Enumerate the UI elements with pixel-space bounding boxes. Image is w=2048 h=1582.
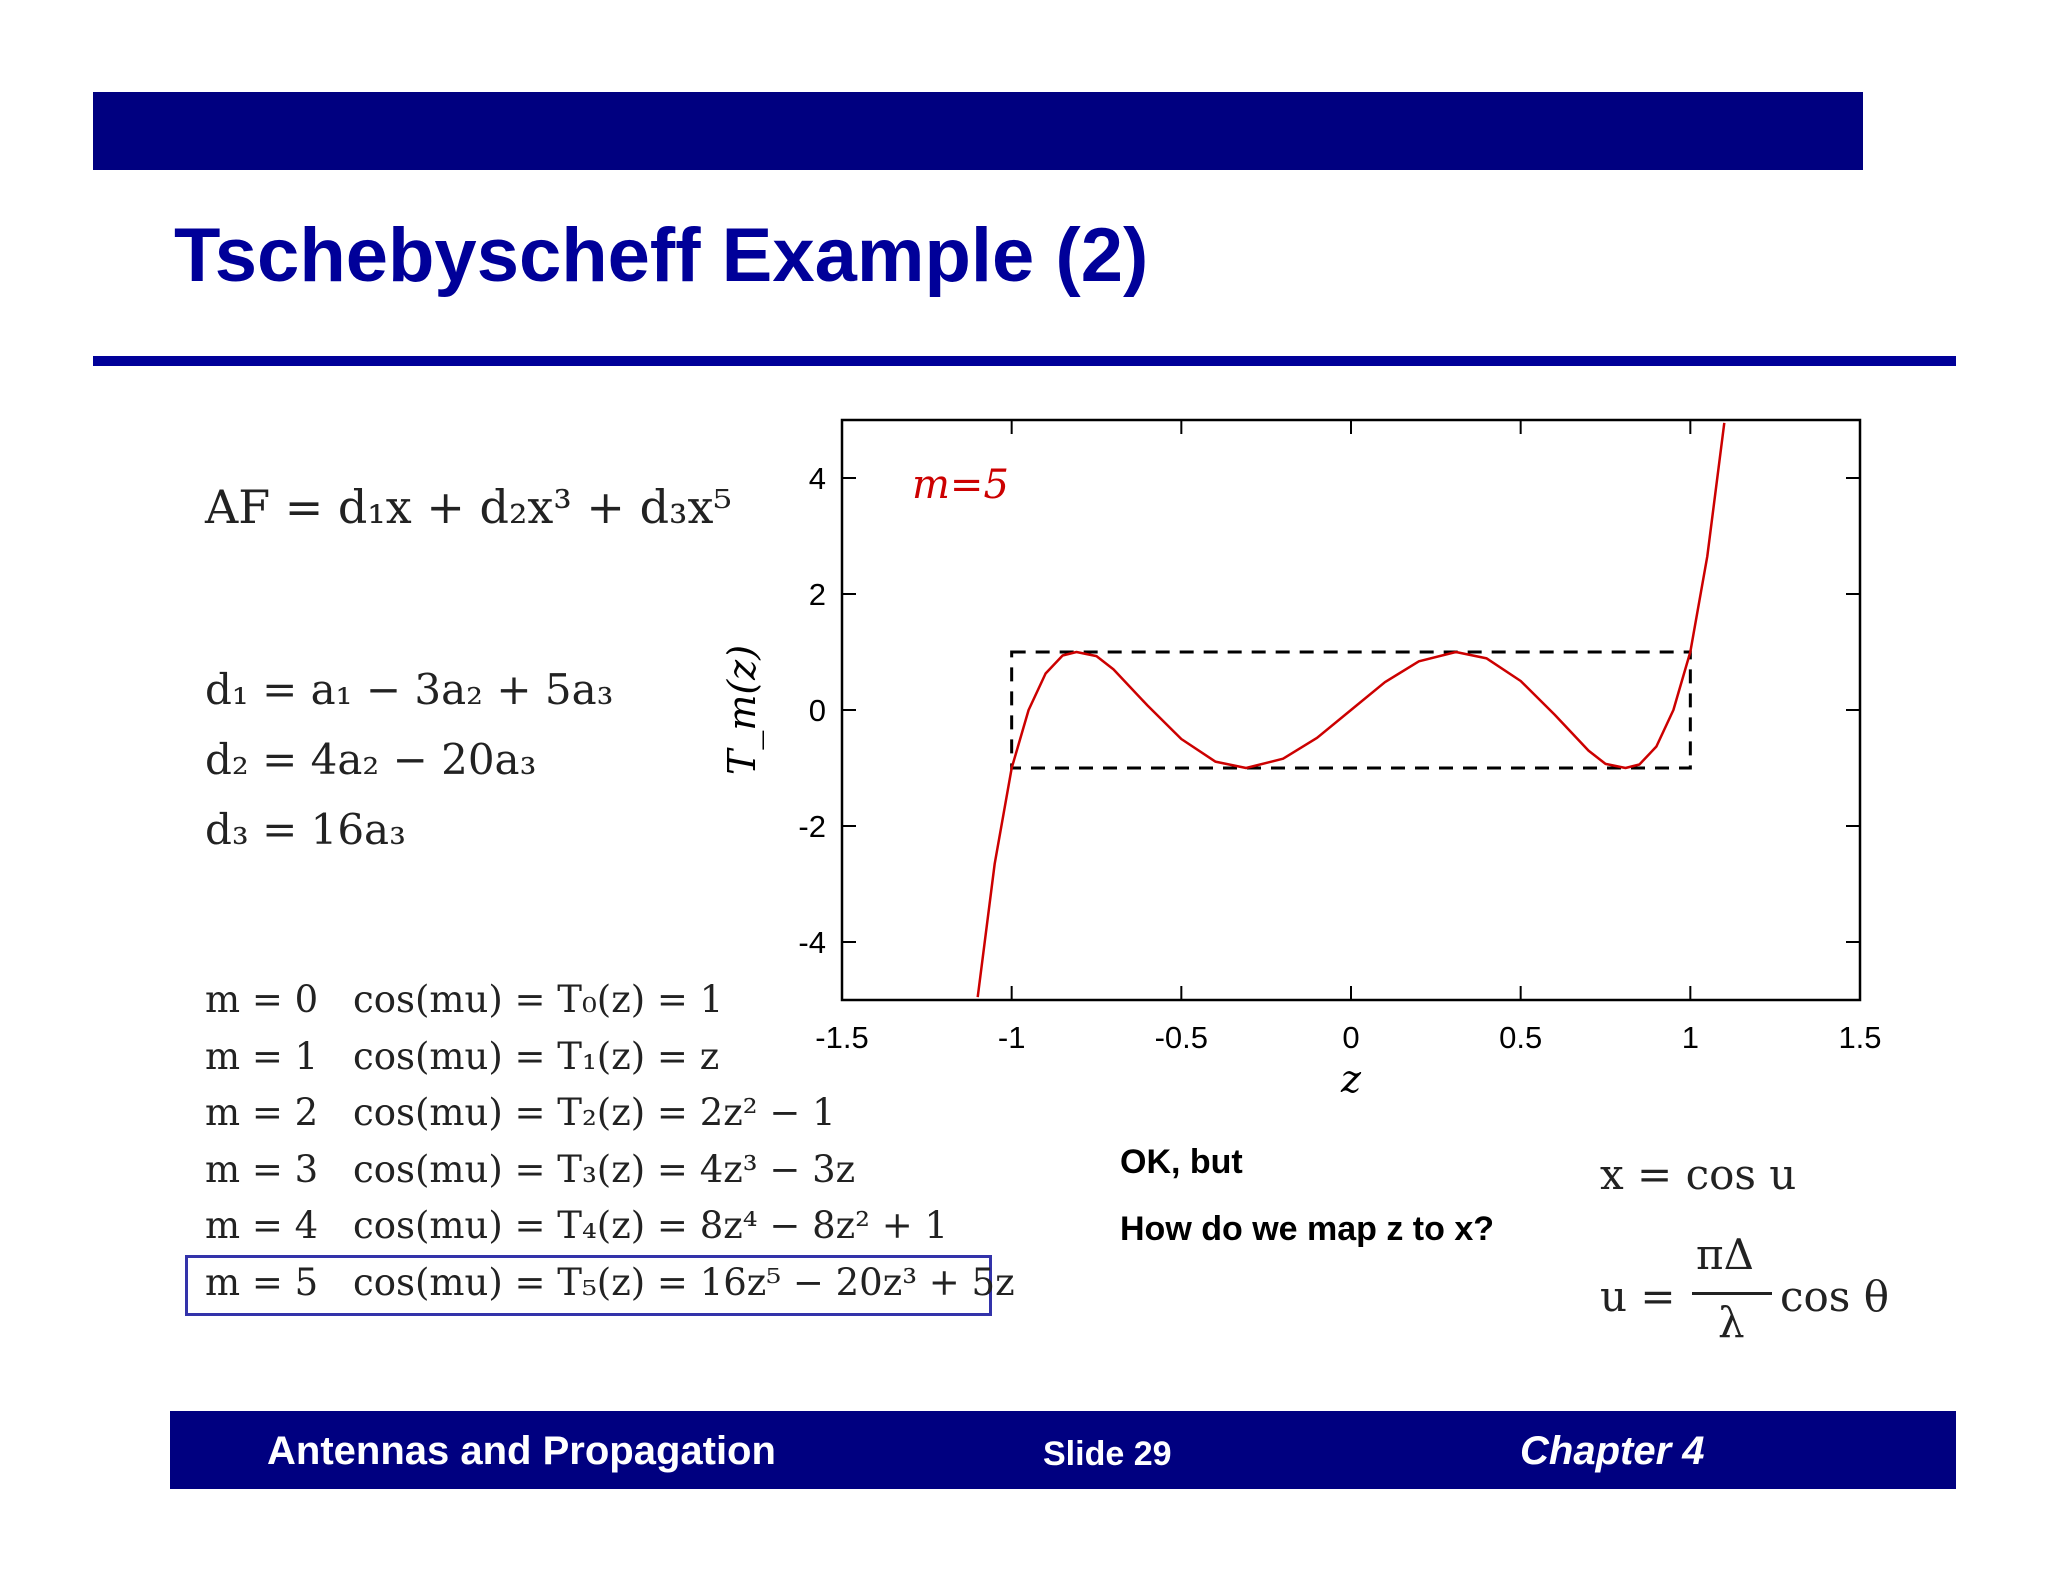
y-axis-label: T_m(z) [720, 644, 764, 776]
slide-title: Tschebyscheff Example (2) [174, 213, 1149, 298]
y-tick-label: 2 [808, 577, 826, 612]
chebyshev-expression: cos(mu) = T₁(z) = z [353, 1034, 720, 1078]
d2-equation: d₂ = 4a₂ − 20a₃ [205, 735, 537, 784]
chebyshev-order-label: m = 0 [205, 978, 319, 1021]
d3-equation: d₃ = 16a₃ [205, 805, 406, 854]
mapping-u-lhs: u = [1600, 1272, 1676, 1321]
chebyshev-expression: cos(mu) = T₄(z) = 8z⁴ − 8z² + 1 [353, 1204, 949, 1247]
chebyshev-order-label: m = 2 [205, 1091, 319, 1134]
chebyshev-order-label: m = 4 [205, 1204, 319, 1247]
chebyshev-order-label: m = 1 [205, 1034, 319, 1078]
footer-bar [170, 1411, 1956, 1489]
y-tick-label: 4 [808, 461, 826, 496]
mapping-u-rhs: cos θ [1780, 1272, 1889, 1321]
y-tick-label: -4 [798, 925, 826, 960]
x-tick-label: -1 [997, 1020, 1026, 1055]
fraction-bar [1692, 1292, 1772, 1295]
mapping-u-equation [1600, 1230, 1890, 1350]
footer-course: Antennas and Propagation [267, 1429, 776, 1473]
af-equation: AF = d₁x + d₂x³ + d₃x⁵ [205, 480, 732, 534]
note-line-2: How do we map z to x? [1120, 1210, 1495, 1248]
note-line-1: OK, but [1120, 1143, 1243, 1181]
footer-chapter: Chapter 4 [1520, 1429, 1705, 1473]
footer-slide-number: Slide 29 [1043, 1435, 1172, 1473]
chebyshev-order-label: m = 3 [205, 1147, 319, 1191]
curve-tm [978, 423, 1725, 997]
x-tick-label: 0.5 [1499, 1020, 1543, 1055]
x-axis-label: z [1340, 1057, 1362, 1101]
d1-equation: d₁ = a₁ − 3a₂ + 5a₃ [205, 665, 614, 714]
y-tick-label: -2 [798, 809, 826, 844]
y-tick-label: 0 [808, 693, 826, 728]
x-tick-label: -1.5 [815, 1020, 869, 1055]
curve-annotation: m=5 [912, 462, 1009, 508]
chebyshev-expression: cos(mu) = T₃(z) = 4z³ − 3z [353, 1147, 856, 1191]
x-tick-label: -0.5 [1154, 1020, 1209, 1055]
chebyshev-order-label: m = 5 [205, 1260, 319, 1304]
chebyshev-expression: cos(mu) = T₂(z) = 2z² − 1 [353, 1091, 836, 1134]
x-tick-label: 1.5 [1838, 1020, 1882, 1055]
x-tick-label: 1 [1681, 1020, 1699, 1055]
title-underline [93, 356, 1956, 366]
mapping-x-equation: x = cos u [1600, 1150, 1797, 1199]
x-tick-label: 0 [1342, 1020, 1360, 1055]
mapping-u-denominator: λ [1718, 1298, 1745, 1347]
mapping-u-numerator: πΔ [1696, 1230, 1754, 1279]
chebyshev-expression: cos(mu) = T₀(z) = 1 [353, 978, 724, 1021]
chebyshev-expression: cos(mu) = T₅(z) = 16z⁵ − 20z³ + 5z [353, 1260, 1015, 1304]
chebyshev-plot [720, 405, 1900, 1105]
header-bar [93, 92, 1863, 170]
